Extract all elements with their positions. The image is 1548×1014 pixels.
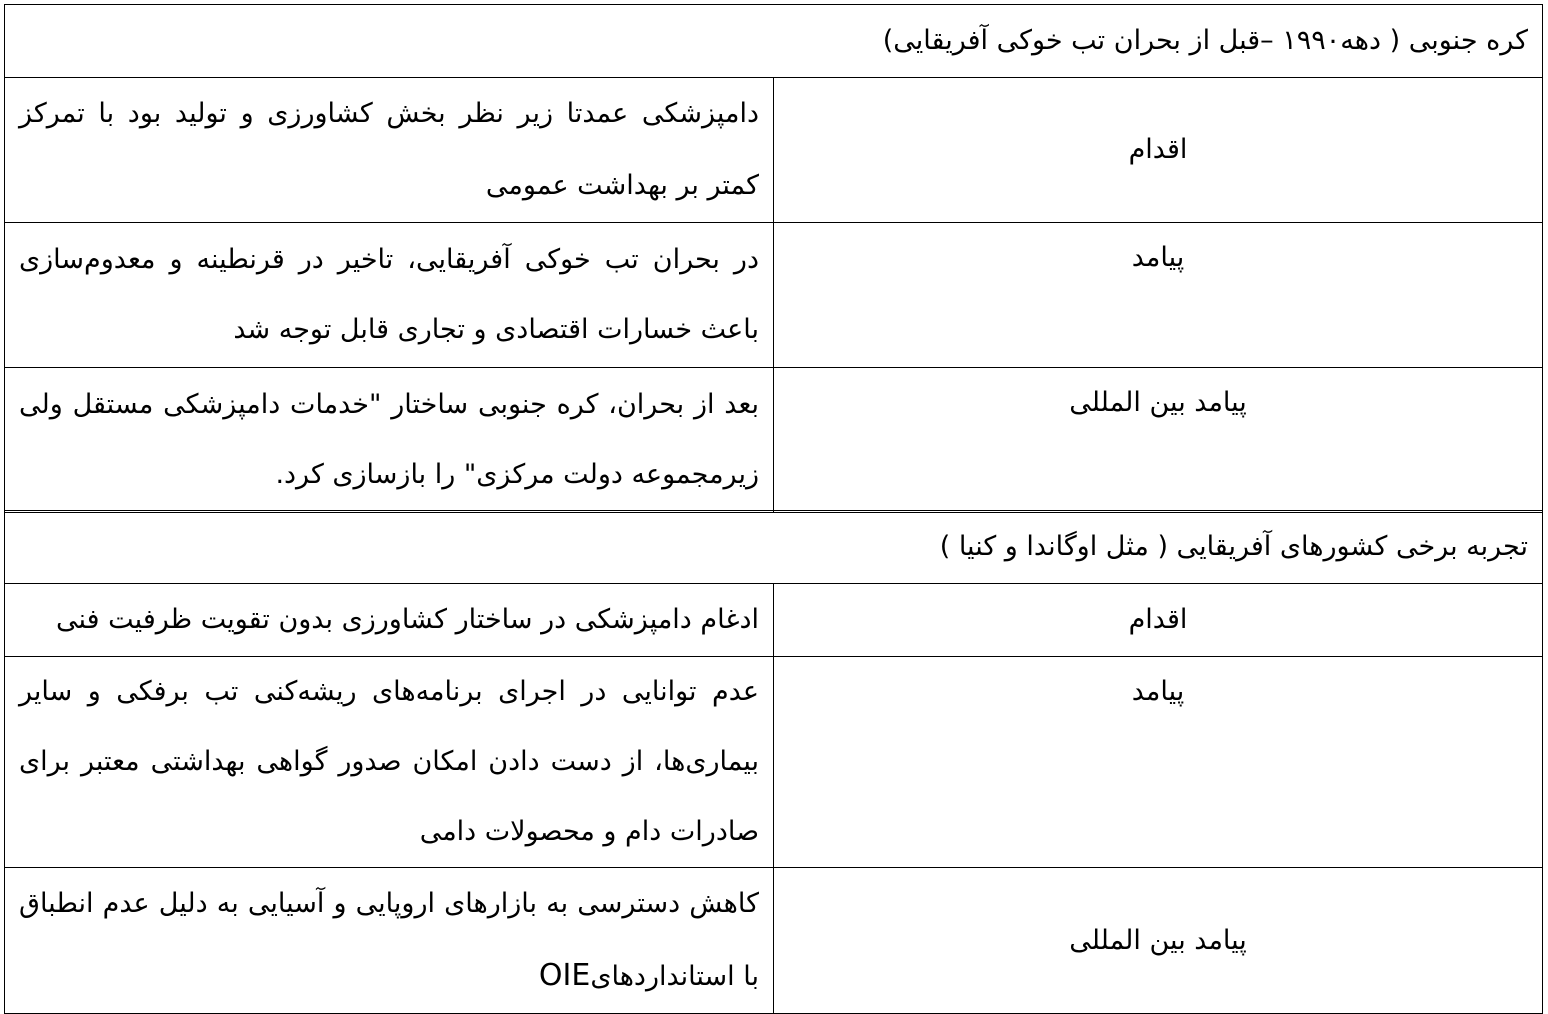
row-content: بعد از بحران، کره جنوبی ساختار "خدمات دامپزشکی مستقل ولی زیرمجموعه دولت مرکزی" را بازسازی کرد. xyxy=(5,368,774,513)
row-content: در بحران تب خوکی آفریقایی، تاخیر در قرنطینه و معدوم‌سازی باعث خسارات اقتصادی و تجاری قابل توجه شد xyxy=(5,223,774,368)
table-title: تجربه برخی کشورهای آفریقایی ( مثل اوگاندا و کنیا ) xyxy=(5,511,1543,584)
table-title-row xyxy=(5,511,1543,584)
row-label: پیامد بین المللی xyxy=(774,368,1543,513)
table-row xyxy=(5,868,1543,1014)
table-row xyxy=(5,368,1543,513)
table-row xyxy=(5,657,1543,868)
row-content: دامپزشکی عمدتا زیر نظر بخش کشاورزی و تولید بود با تمرکز کمتر بر بهداشت عمومی xyxy=(5,78,774,223)
row-label: پیامد xyxy=(774,223,1543,368)
table-row xyxy=(5,78,1543,223)
oie-acronym: OIE xyxy=(538,958,591,993)
row-label: پیامد xyxy=(774,657,1543,868)
row-content: عدم توانایی در اجرای برنامه‌های ریشه‌کنی تب برفکی و سایر بیماری‌ها، از دست دادن امکان صدور گواهی بهداشتی معتبر برای صادرات دام و محصولات دامی xyxy=(5,657,774,868)
row-content: ادغام دامپزشکی در ساختار کشاورزی بدون تقویت ظرفیت فنی xyxy=(5,584,774,657)
row-label: اقدام xyxy=(774,584,1543,657)
table-row xyxy=(5,223,1543,368)
row-label: اقدام xyxy=(774,78,1543,223)
table-title: کره جنوبی ( دهه۱۹۹۰ –قبل از بحران تب خوکی آفریقایی) xyxy=(5,5,1543,78)
row-content xyxy=(5,868,774,1014)
africa-table xyxy=(4,510,1543,1014)
table-row xyxy=(5,584,1543,657)
table-title-row xyxy=(5,5,1543,78)
korea-table xyxy=(4,4,1543,513)
row-content-text: کاهش دسترسی به بازارهای اروپایی و آسیایی به دلیل عدم انطباق با استانداردهای xyxy=(19,888,759,992)
row-label: پیامد بین المللی xyxy=(774,868,1543,1014)
